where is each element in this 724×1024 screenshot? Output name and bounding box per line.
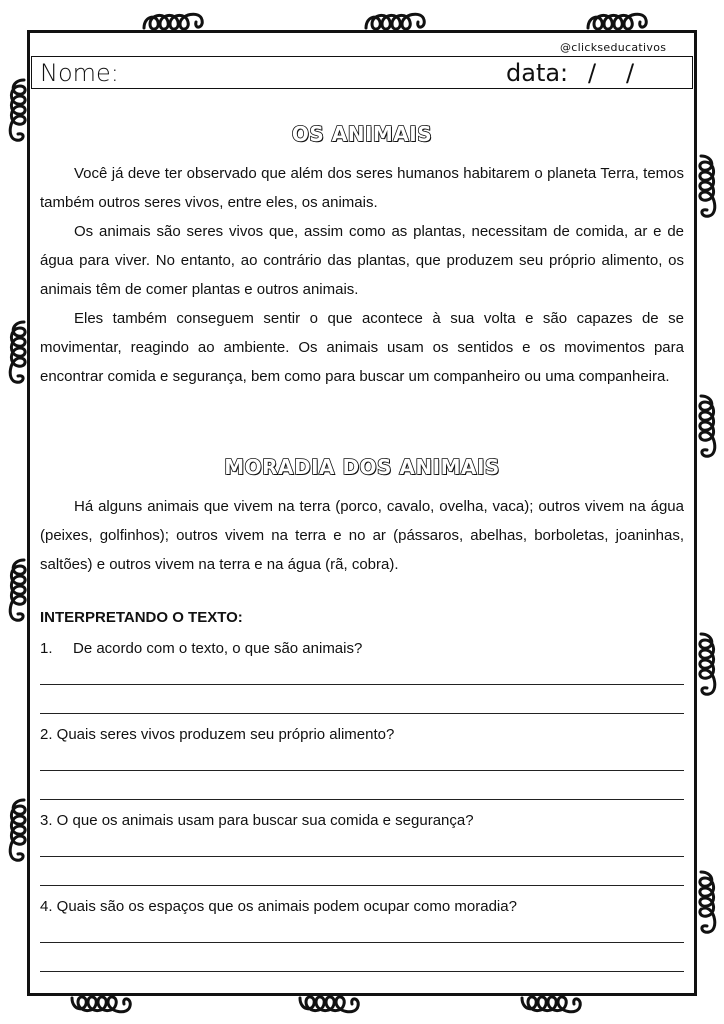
curly-swirl-icon: [693, 630, 721, 710]
curly-swirl-icon: [362, 6, 432, 36]
question-3: 3. O que os animais usam para buscar sua comida e segurança?: [40, 812, 474, 829]
curly-swirl-icon: [296, 990, 366, 1020]
name-label: Nome:: [40, 59, 119, 87]
curly-swirl-icon: [4, 318, 32, 398]
answer-line[interactable]: [40, 684, 684, 685]
answer-line[interactable]: [40, 770, 684, 771]
question-text: De acordo com o texto, o que são animais?: [73, 640, 363, 657]
curly-swirl-icon: [68, 990, 138, 1020]
paragraph: Você já deve ter observado que além dos seres humanos habitarem o planeta Terra, temos também outros seres vivos, entre eles, os animais.: [40, 165, 684, 211]
answer-line[interactable]: [40, 885, 684, 886]
section-title: MORADIA DOS ANIMAIS: [224, 455, 500, 479]
curly-swirl-icon: [4, 556, 32, 636]
curly-swirl-icon: [584, 6, 654, 36]
question-1: [40, 640, 362, 657]
date-separator: /: [588, 59, 597, 87]
paragraph: Os animais são seres vivos que, assim como as plantas, necessitam de comida, ar e de água para viver. No entanto, ao contrário das plantas, que produzem seu próprio alimento, os animais têm de comer plantas e outros animais.: [40, 223, 684, 298]
name-date-box: [31, 56, 693, 89]
curly-swirl-icon: [693, 868, 721, 948]
curly-swirl-icon: [140, 6, 210, 36]
paragraph: Há alguns animais que vivem na terra (porco, cavalo, ovelha, vaca); outros vivem na água (peixes, golfinhos); outros vivem na terra e no ar (pássaros, abelhas, borboletas, joaninhas, saltões) e outros vivem na terra e na água (rã, cobra).: [40, 498, 684, 573]
date-separator: /: [626, 59, 635, 87]
answer-line[interactable]: [40, 942, 684, 943]
question-number: 1.: [40, 640, 53, 657]
curly-swirl-icon: [4, 796, 32, 876]
author-credit: @clickseducativos: [560, 41, 667, 54]
answer-line[interactable]: [40, 971, 684, 972]
question-4: 4. Quais são os espaços que os animais podem ocupar como moradia?: [40, 898, 517, 915]
curly-swirl-icon: [518, 990, 588, 1020]
curly-swirl-icon: [693, 152, 721, 232]
paragraph: Eles também conseguem sentir o que acontece à sua volta e são capazes de se movimentar, reagindo ao ambiente. Os animais usam os sentidos e os movimentos para encontrar comida e segurança, bem como para buscar um companheiro ou uma companheira.: [40, 310, 684, 385]
exercise-heading: INTERPRETANDO O TEXTO:: [40, 609, 243, 626]
question-2: 2. Quais seres vivos produzem seu próprio alimento?: [40, 726, 395, 743]
section-title: OS ANIMAIS: [291, 122, 433, 146]
answer-line[interactable]: [40, 856, 684, 857]
answer-line[interactable]: [40, 713, 684, 714]
date-label: data:: [506, 59, 569, 87]
answer-line[interactable]: [40, 799, 684, 800]
